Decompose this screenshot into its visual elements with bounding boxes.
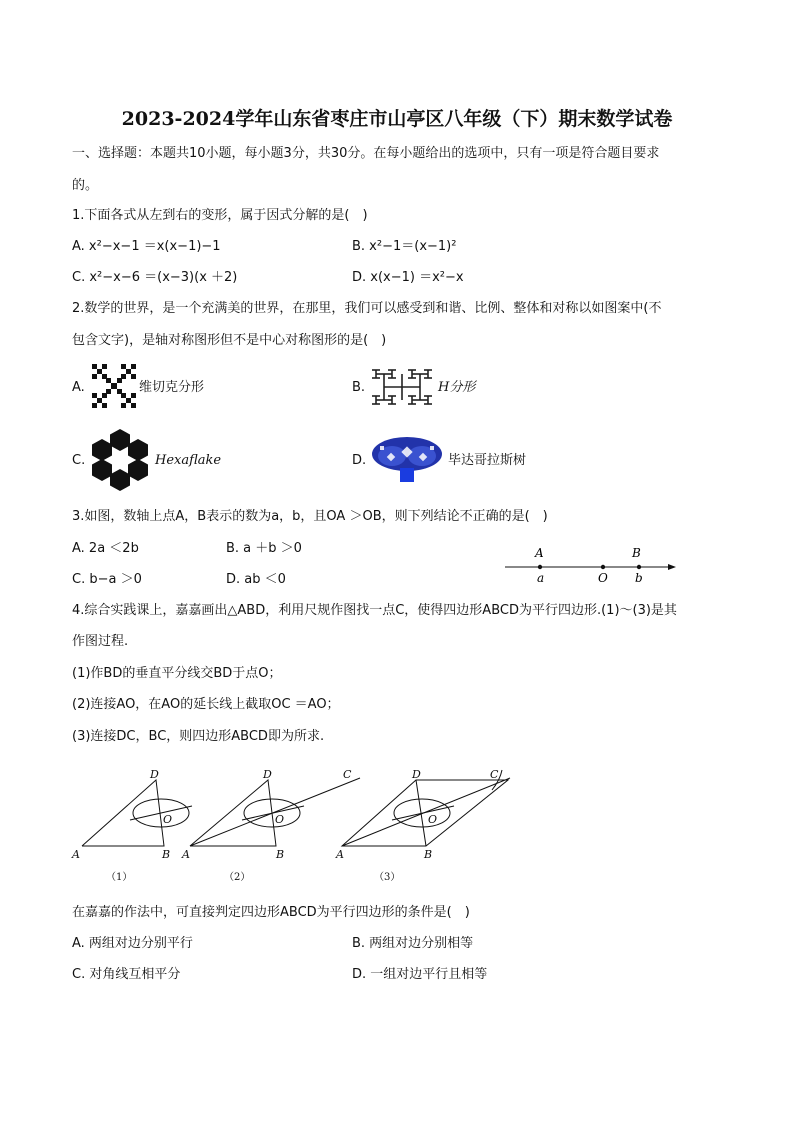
pythagoras-tree-figure xyxy=(370,434,444,484)
q4-question: 在嘉嘉的作法中，可直接判定四边形ABCD为平行四边形的条件是( ) xyxy=(72,905,470,920)
q1-option-c: C. x²−x−6 ＝(x−3)(x ＋2) xyxy=(72,270,238,285)
q2-option-b-label: H分形 xyxy=(438,380,476,395)
q4-option-c: C. 对角线互相平分 xyxy=(72,967,181,982)
fig1-label-B: B xyxy=(162,848,171,861)
fig2-label-B: B xyxy=(276,848,285,861)
q4-stem: 4.综合实践课上，嘉嘉画出△ABD，利用尺规作图找一点C，使得四边形ABCD为平行四边形.(1)～(3)是其 xyxy=(72,603,677,618)
fig1-label-A: A xyxy=(72,848,80,861)
fig2-label-C: C xyxy=(343,768,352,781)
fig1-caption: （1） xyxy=(106,872,133,883)
q3-stem: 3.如图，数轴上点A，B表示的数为a，b，且OA ＞OB，则下列结论不正确的是( ) xyxy=(72,509,548,524)
axis-label-A: A xyxy=(535,546,544,560)
q3-option-c: C. b−a ＞0 xyxy=(72,572,142,587)
axis-label-a: a xyxy=(537,571,545,585)
q1-option-b: B. x²−1＝(x−1)² xyxy=(352,239,457,254)
q2-option-c-label: Hexaflake xyxy=(155,453,222,468)
q3-option-a: A. 2a ＜2b xyxy=(72,541,139,556)
q3-option-d: D. ab ＜0 xyxy=(226,572,286,587)
q2-option-a-letter: A. xyxy=(72,380,85,395)
axis-label-b: b xyxy=(635,571,643,585)
vicsek-fractal-figure xyxy=(90,362,138,410)
hexaflake-figure xyxy=(90,427,150,493)
q2-option-b-letter: B. xyxy=(352,380,366,395)
fig3-label-B: B xyxy=(424,848,433,861)
q1-stem: 1.下面各式从左到右的变形，属于因式分解的是( ) xyxy=(72,208,368,223)
fig2-label-D: D xyxy=(263,768,272,781)
q4-option-b: B. 两组对边分别相等 xyxy=(352,936,474,951)
fig3-label-D: D xyxy=(412,768,421,781)
q2-option-a-label: 维切克分形 xyxy=(139,380,205,395)
q4-option-d: D. 一组对边平行且相等 xyxy=(352,967,488,982)
number-line-figure xyxy=(500,540,684,586)
q2-stem: 2.数学的世界，是一个充满美的世界，在那里，我们可以感受到和谐、比例、整体和对称以如图案中(不 xyxy=(72,301,662,316)
fig2-label-A: A xyxy=(182,848,190,861)
q3-option-b: B. a ＋b ＞0 xyxy=(226,541,302,556)
q4-step-1: (1)作BD的垂直平分线交BD于点O； xyxy=(72,666,282,681)
h-fractal-figure xyxy=(370,366,434,408)
axis-label-B: B xyxy=(632,546,641,560)
fig2-caption: （2） xyxy=(224,872,251,883)
q4-stem-cont: 作图过程. xyxy=(72,634,129,649)
fig1-label-O: O xyxy=(163,813,173,826)
section-heading-cont: 的。 xyxy=(72,178,99,193)
q1-option-a: A. x²−x−1 ＝x(x−1)−1 xyxy=(72,239,221,254)
fig2-label-O: O xyxy=(275,813,285,826)
q4-step-2: (2)连接AO，在AO的延长线上截取OC ＝AO； xyxy=(72,697,340,712)
q2-stem-cont: 包含文字)，是轴对称图形但不是中心对称图形的是( ) xyxy=(72,333,387,348)
section-heading: 一、选择题：本题共10小题，每小题3分，共30分。在每小题给出的选项中，只有一项是符合题目要求 xyxy=(72,146,660,161)
page-title: 2023-2024学年山东省枣庄市山亭区八年级（下）期末数学试卷 xyxy=(121,108,673,130)
q2-option-d-letter: D. xyxy=(352,453,367,468)
construction-figures xyxy=(70,762,520,890)
q4-option-a: A. 两组对边分别平行 xyxy=(72,936,193,951)
fig1-label-D: D xyxy=(150,768,159,781)
q1-option-d: D. x(x−1) ＝x²−x xyxy=(352,270,464,285)
axis-label-O: O xyxy=(598,571,608,585)
fig3-label-O: O xyxy=(428,813,438,826)
fig3-label-C: C xyxy=(490,768,499,781)
fig3-caption: （3） xyxy=(374,872,401,883)
q2-option-c-letter: C. xyxy=(72,453,86,468)
q2-option-d-label: 毕达哥拉斯树 xyxy=(448,453,527,468)
q4-step-3: (3)连接DC，BC，则四边形ABCD即为所求. xyxy=(72,729,325,744)
fig3-label-A: A xyxy=(336,848,344,861)
